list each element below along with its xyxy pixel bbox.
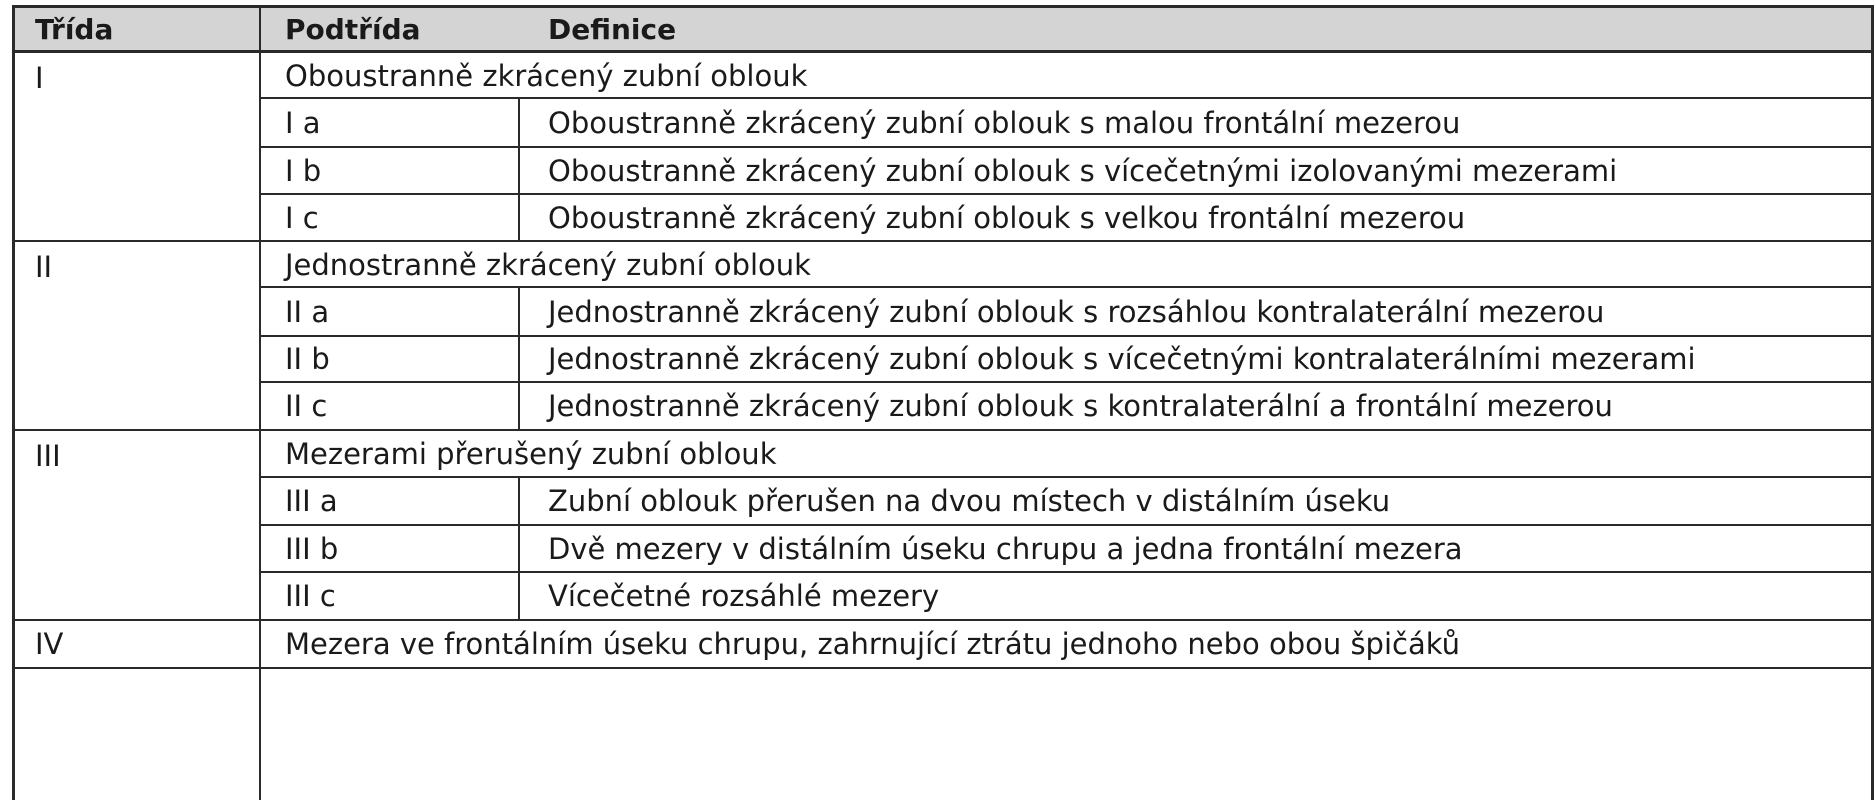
definition-cell: Oboustranně zkrácený zubní oblouk s malou frontální mezerou xyxy=(548,105,1461,140)
definition-column-divider xyxy=(518,478,520,619)
header-subclass: Podtřída xyxy=(285,12,421,46)
group-title: Jednostranně zkrácený zubní oblouk xyxy=(285,247,811,282)
subclass-cell: III b xyxy=(285,531,339,566)
table-row xyxy=(15,148,1871,193)
definition-cell: Oboustranně zkrácený zubní oblouk s vícečetnými izolovanými mezerami xyxy=(548,153,1618,188)
group-row-i xyxy=(15,53,1871,98)
definition-column-divider xyxy=(518,99,520,240)
subclass-cell: I a xyxy=(285,105,321,140)
class-cell: IV xyxy=(35,627,64,661)
group-row-iii xyxy=(15,431,1871,476)
table-header-row xyxy=(15,5,1871,53)
subclass-cell: II c xyxy=(285,389,328,423)
group-row-iv xyxy=(15,621,1871,667)
table-row xyxy=(15,337,1871,381)
definition-cell: Jednostranně zkrácený zubní oblouk s rozsáhlou kontralaterální mezerou xyxy=(548,294,1605,329)
group-title: Mezerami přerušený zubní oblouk xyxy=(285,436,777,471)
subclass-cell: II a xyxy=(285,294,330,329)
class-cell: III xyxy=(35,439,61,473)
header-divider xyxy=(259,5,261,53)
group-title: Mezera ve frontálním úseku chrupu, zahrnující ztrátu jednoho nebo obou špičáků xyxy=(285,627,1461,661)
classification-table xyxy=(12,5,1874,800)
subclass-cell: III a xyxy=(285,484,338,518)
subclass-cell: II b xyxy=(285,342,330,376)
subclass-cell: I c xyxy=(285,200,319,235)
group-title: Oboustranně zkrácený zubní oblouk xyxy=(285,58,808,93)
table-row xyxy=(15,195,1871,240)
definition-cell: Jednostranně zkrácený zubní oblouk s vícečetnými kontralaterálními mezerami xyxy=(548,342,1696,376)
table-row xyxy=(15,383,1871,429)
group-row-ii xyxy=(15,242,1871,287)
subclass-cell: I b xyxy=(285,153,322,188)
table-row xyxy=(15,478,1871,524)
class-cell: I xyxy=(35,61,44,95)
definition-cell: Oboustranně zkrácený zubní oblouk s velkou frontální mezerou xyxy=(548,200,1466,235)
group-divider xyxy=(15,667,1871,669)
definition-cell: Jednostranně zkrácený zubní oblouk s kontralaterální a frontální mezerou xyxy=(548,389,1613,423)
class-cell: II xyxy=(35,250,53,284)
header-definition: Definice xyxy=(548,12,677,46)
definition-cell: Zubní oblouk přerušen na dvou místech v distálním úseku xyxy=(548,484,1391,518)
table-row xyxy=(15,573,1871,619)
subclass-cell: III c xyxy=(285,579,336,613)
header-class: Třída xyxy=(35,12,114,46)
definition-cell: Vícečetné rozsáhlé mezery xyxy=(548,579,940,613)
definition-column-divider xyxy=(518,288,520,429)
table-row xyxy=(15,99,1871,146)
table-row xyxy=(15,288,1871,335)
definition-cell: Dvě mezery v distálním úseku chrupu a jedna frontální mezera xyxy=(548,531,1463,566)
table-row xyxy=(15,526,1871,571)
